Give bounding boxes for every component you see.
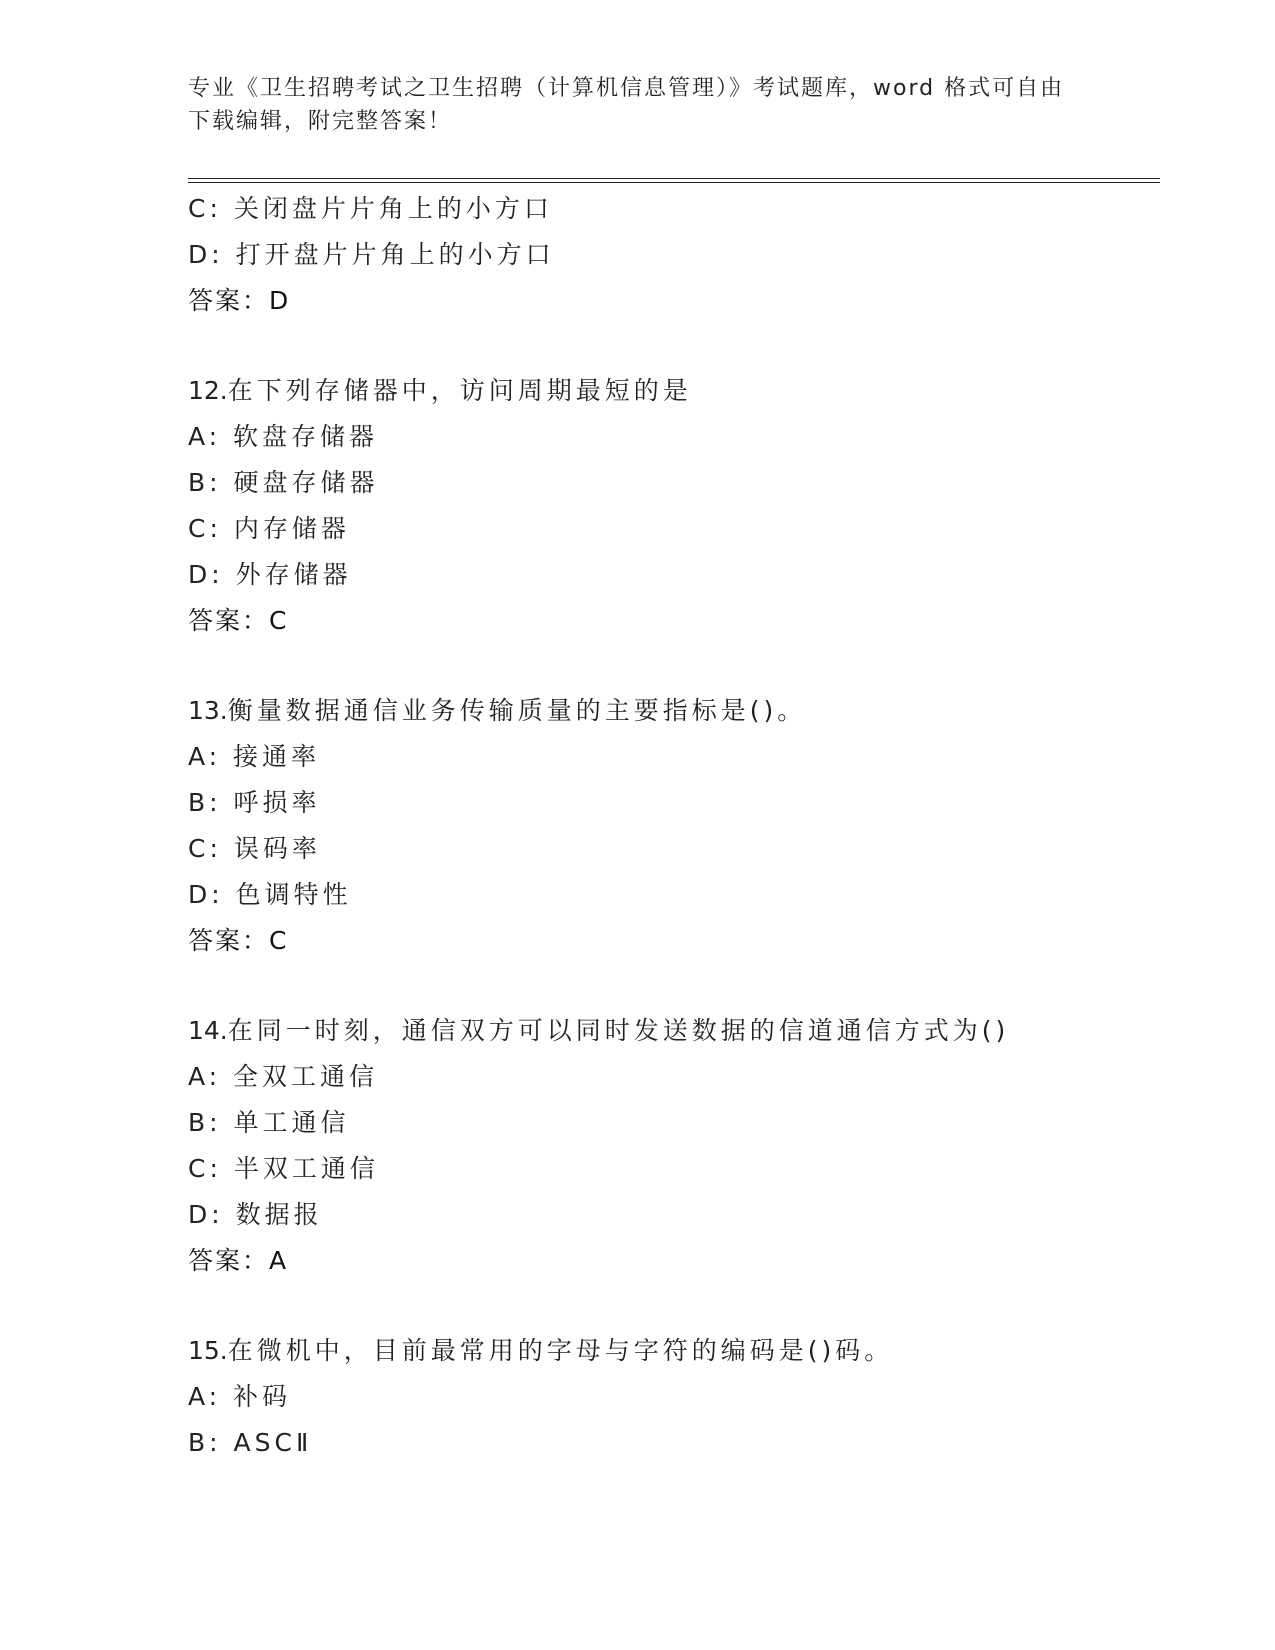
document-header: 专业《卫生招聘考试之卫生招聘（计算机信息管理）》考试题库，word 格式可自由下载编辑，附完整答案！ [188, 76, 1065, 134]
option-row [188, 1100, 1168, 1146]
spacer [188, 964, 1168, 1008]
question-number: 13. [188, 696, 228, 725]
option-letter: C: [188, 194, 222, 223]
question-number: 12. [188, 376, 228, 405]
spacer [188, 324, 1168, 368]
option-row [188, 460, 1168, 506]
option-text: 半双工通信 [233, 1154, 379, 1183]
option-row [188, 552, 1168, 598]
option-letter: B: [188, 468, 222, 497]
option-letter: A: [188, 1382, 222, 1411]
option-text: 打开盘片片角上的小方口 [235, 240, 555, 269]
option-text: 软盘存储器 [233, 422, 379, 451]
option-row [188, 186, 1168, 232]
option-row [188, 1374, 1168, 1420]
spacer [188, 644, 1168, 688]
option-row [188, 826, 1168, 872]
option-row [188, 1054, 1168, 1100]
option-row [188, 506, 1168, 552]
option-letter: D: [188, 880, 224, 909]
option-row [188, 734, 1168, 780]
option-letter: A: [188, 742, 222, 771]
option-letter: B: [188, 1428, 222, 1457]
question-text: 在微机中，目前最常用的字母与字符的编码是()码。 [227, 1336, 894, 1365]
header-divider [188, 178, 1160, 183]
option-text: 呼损率 [233, 788, 321, 817]
option-text: 单工通信 [233, 1108, 350, 1137]
question-text: 在同一时刻，通信双方可以同时发送数据的信道通信方式为() [227, 1016, 1010, 1045]
option-letter: D: [188, 560, 224, 589]
option-letter: C: [188, 514, 222, 543]
option-letter: D: [188, 240, 224, 269]
answer-line: 答案：A [188, 1246, 289, 1275]
option-text: 关闭盘片片角上的小方口 [233, 194, 553, 223]
option-text: 硬盘存储器 [233, 468, 379, 497]
question-stem [188, 1008, 1168, 1054]
option-text: 补码 [233, 1382, 292, 1411]
option-text: 色调特性 [235, 880, 352, 909]
option-text: 内存储器 [233, 514, 350, 543]
option-text: 外存储器 [235, 560, 352, 589]
option-row [188, 1420, 1168, 1466]
option-text: 接通率 [233, 742, 321, 771]
option-row [188, 414, 1168, 460]
question-list [188, 186, 1168, 1466]
option-letter: C: [188, 834, 222, 863]
option-row [188, 872, 1168, 918]
answer-line: 答案：C [188, 926, 289, 955]
question-text: 衡量数据通信业务传输质量的主要指标是()。 [227, 696, 807, 725]
option-letter: A: [188, 1062, 222, 1091]
question-stem [188, 688, 1168, 734]
option-letter: C: [188, 1154, 222, 1183]
question-number: 14. [188, 1016, 228, 1045]
question-text: 在下列存储器中，访问周期最短的是 [227, 376, 692, 405]
option-text: 数据报 [235, 1200, 323, 1229]
option-letter: A: [188, 422, 222, 451]
option-row [188, 232, 1168, 278]
option-row [188, 1192, 1168, 1238]
question-stem [188, 368, 1168, 414]
answer-line: 答案：D [188, 286, 291, 315]
option-letter: D: [188, 1200, 224, 1229]
option-text: ASCⅡ [233, 1428, 313, 1457]
option-letter: B: [188, 788, 222, 817]
question-stem [188, 1328, 1168, 1374]
option-letter: B: [188, 1108, 222, 1137]
option-text: 误码率 [233, 834, 321, 863]
spacer [188, 1284, 1168, 1328]
option-text: 全双工通信 [233, 1062, 379, 1091]
answer-line: 答案：C [188, 606, 289, 635]
option-row [188, 1146, 1168, 1192]
question-number: 15. [188, 1336, 228, 1365]
option-row [188, 780, 1168, 826]
